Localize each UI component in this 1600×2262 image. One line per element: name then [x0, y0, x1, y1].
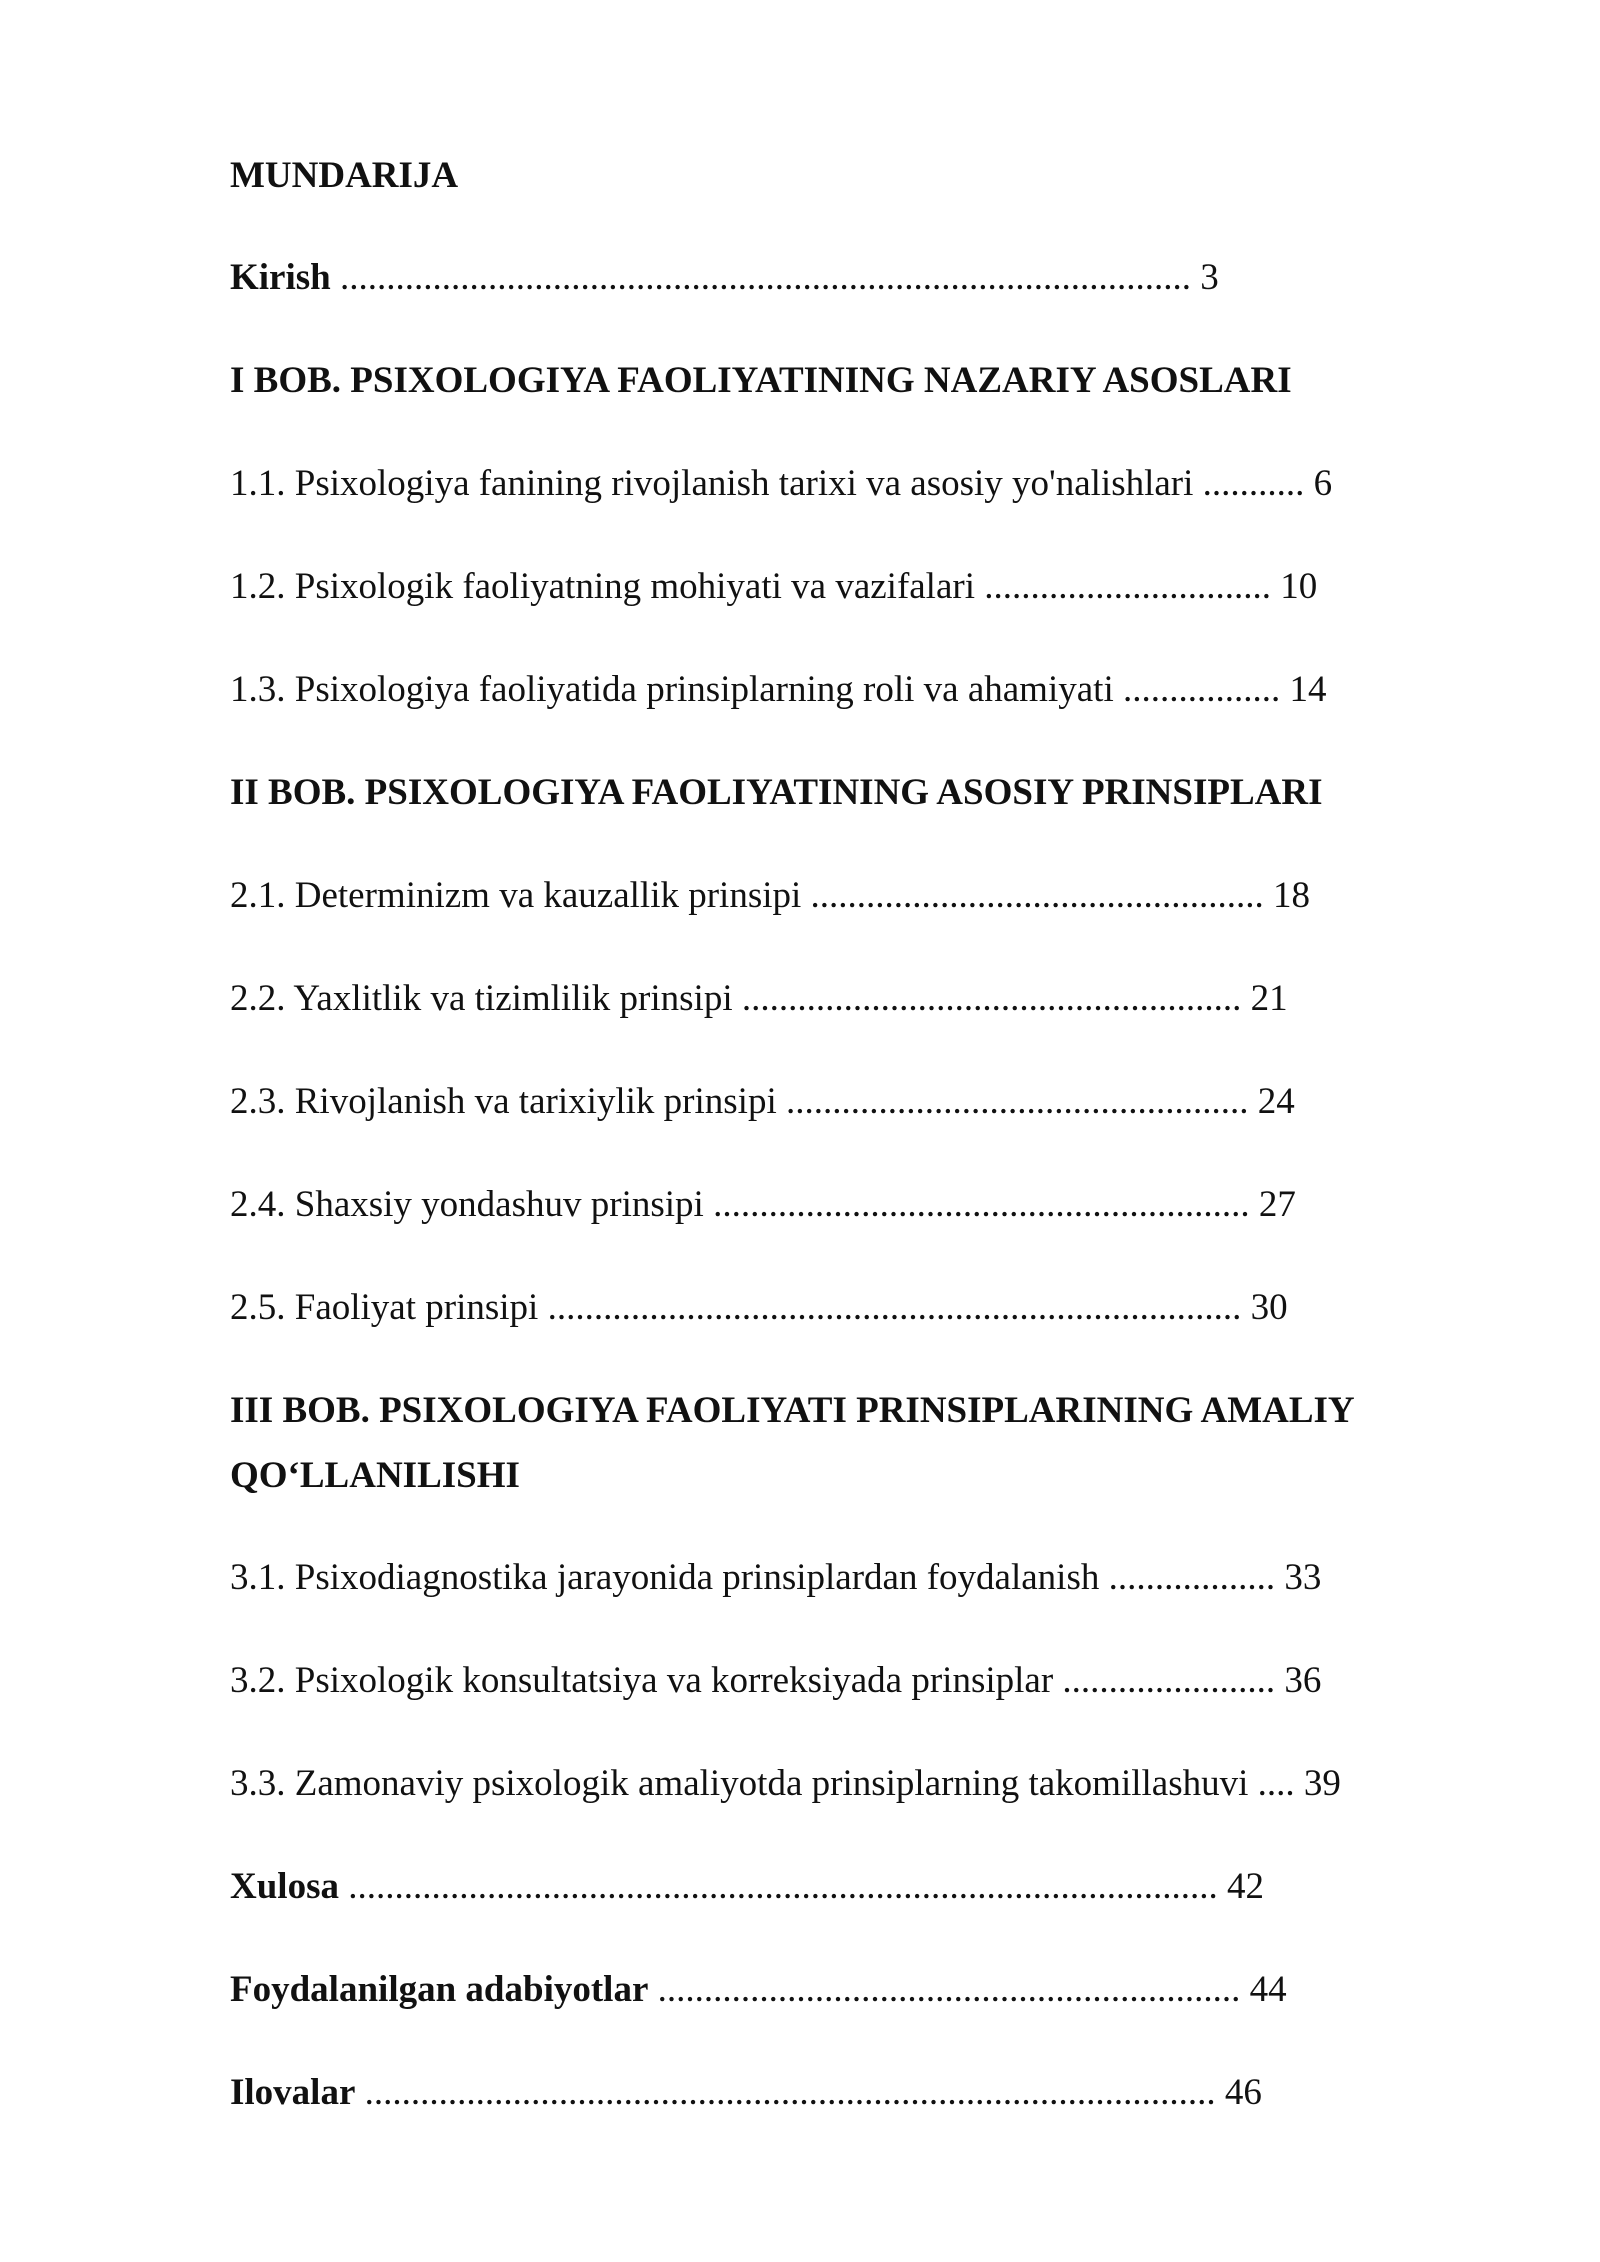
toc-entry-2-4: [230, 1179, 1296, 1231]
page-number: 18: [1273, 875, 1311, 916]
toc-entry-1-2: [230, 561, 1317, 613]
dot-leader: ..................................................: [776, 1081, 1258, 1122]
toc-entry-3-3: [230, 1758, 1341, 1810]
entry-label: 3.2. Psixologik konsultatsiya va korreksiyada prinsiplar: [230, 1660, 1054, 1701]
toc-entry-xulosa: [230, 1861, 1264, 1913]
page-number: 6: [1313, 463, 1333, 504]
dot-leader: .................................................: [801, 875, 1274, 916]
page-number: 42: [1226, 1866, 1264, 1907]
entry-label: Ilovalar: [230, 2072, 356, 2113]
page-number: 3: [1200, 257, 1219, 298]
page-number: 33: [1284, 1557, 1322, 1598]
toc-entry-1-3: [230, 664, 1326, 716]
toc-entry-2-2: [230, 973, 1288, 1025]
page-title: MUNDARIJA: [230, 155, 459, 196]
entry-label: 1.2. Psixologik faoliyatning mohiyati va vazifalari: [230, 566, 975, 607]
page-number: 46: [1224, 2072, 1262, 2113]
dot-leader: ......................................................: [732, 978, 1251, 1019]
entry-label: Foydalanilgan adabiyotlar: [230, 1969, 649, 2010]
page-number: 39: [1303, 1763, 1341, 1804]
entry-label: 2.5. Faoliyat prinsipi: [230, 1287, 539, 1328]
entry-label: 2.4. Shaxsiy yondashuv prinsipi: [230, 1184, 704, 1225]
page-number: 30: [1250, 1287, 1288, 1328]
dot-leader: ..........................................................: [703, 1184, 1259, 1225]
toc-entry-1-1: [230, 458, 1332, 510]
page-number: 36: [1284, 1660, 1322, 1701]
toc-entry-3-1: [230, 1552, 1321, 1604]
entry-label: 2.1. Determinizm va kauzallik prinsipi: [230, 875, 802, 916]
dot-leader: ............................................................................................: [330, 257, 1201, 298]
page-number: 21: [1250, 978, 1288, 1019]
toc-entry-3-2: [230, 1655, 1321, 1707]
dot-leader: .................: [1113, 669, 1290, 710]
toc-entry-kirish: [230, 252, 1219, 304]
page-number: 24: [1257, 1081, 1295, 1122]
toc-entry-2-1: [230, 870, 1310, 922]
entry-label: 3.3. Zamonaviy psixologik amaliyotda prinsiplarning takomillashuvi: [230, 1763, 1249, 1804]
dot-leader: .......................: [1053, 1660, 1285, 1701]
entry-label: 1.3. Psixologiya faoliyatida prinsiplarning roli va ahamiyati: [230, 669, 1114, 710]
page-number: 27: [1258, 1184, 1296, 1225]
dot-leader: ...........: [1193, 463, 1314, 504]
chapter-heading-3-cont: QO‘LLANILISHI: [230, 1455, 520, 1496]
dot-leader: ..................: [1099, 1557, 1285, 1598]
entry-label: 2.3. Rivojlanish va tarixiylik prinsipi: [230, 1081, 777, 1122]
chapter-heading-1: I BOB. PSIXOLOGIYA FAOLIYATINING NAZARIY ASOSLARI: [230, 360, 1292, 401]
page-number: 14: [1289, 669, 1327, 710]
dot-leader: ..............................................................................................: [338, 1866, 1227, 1907]
toc-entry-ilovalar: [230, 2067, 1262, 2119]
dot-leader: ...........................................................................: [538, 1287, 1251, 1328]
chapter-heading-3: III BOB. PSIXOLOGIYA FAOLIYATI PRINSIPLARINING AMALIY: [230, 1390, 1355, 1431]
dot-leader: ...............................: [975, 566, 1281, 607]
toc-entry-adabiyotlar: [230, 1964, 1287, 2016]
entry-label: 2.2. Yaxlitlik va tizimlilik prinsipi: [230, 978, 733, 1019]
entry-label: 1.1. Psixologiya fanining rivojlanish tarixi va asosiy yo'nalishlari: [230, 463, 1194, 504]
toc-entry-2-3: [230, 1076, 1295, 1128]
dot-leader: ...............................................................: [648, 1969, 1250, 2010]
entry-label: 3.1. Psixodiagnostika jarayonida prinsiplardan foydalanish: [230, 1557, 1100, 1598]
dot-leader: ....: [1248, 1763, 1304, 1804]
entry-label: Xulosa: [230, 1866, 339, 1907]
dot-leader: ............................................................................................: [355, 2072, 1225, 2113]
page-number: 10: [1280, 566, 1318, 607]
page-number: 44: [1249, 1969, 1287, 2010]
toc-entry-2-5: [230, 1282, 1288, 1334]
chapter-heading-2: II BOB. PSIXOLOGIYA FAOLIYATINING ASOSIY PRINSIPLARI: [230, 772, 1323, 813]
entry-label: Kirish: [230, 257, 331, 298]
